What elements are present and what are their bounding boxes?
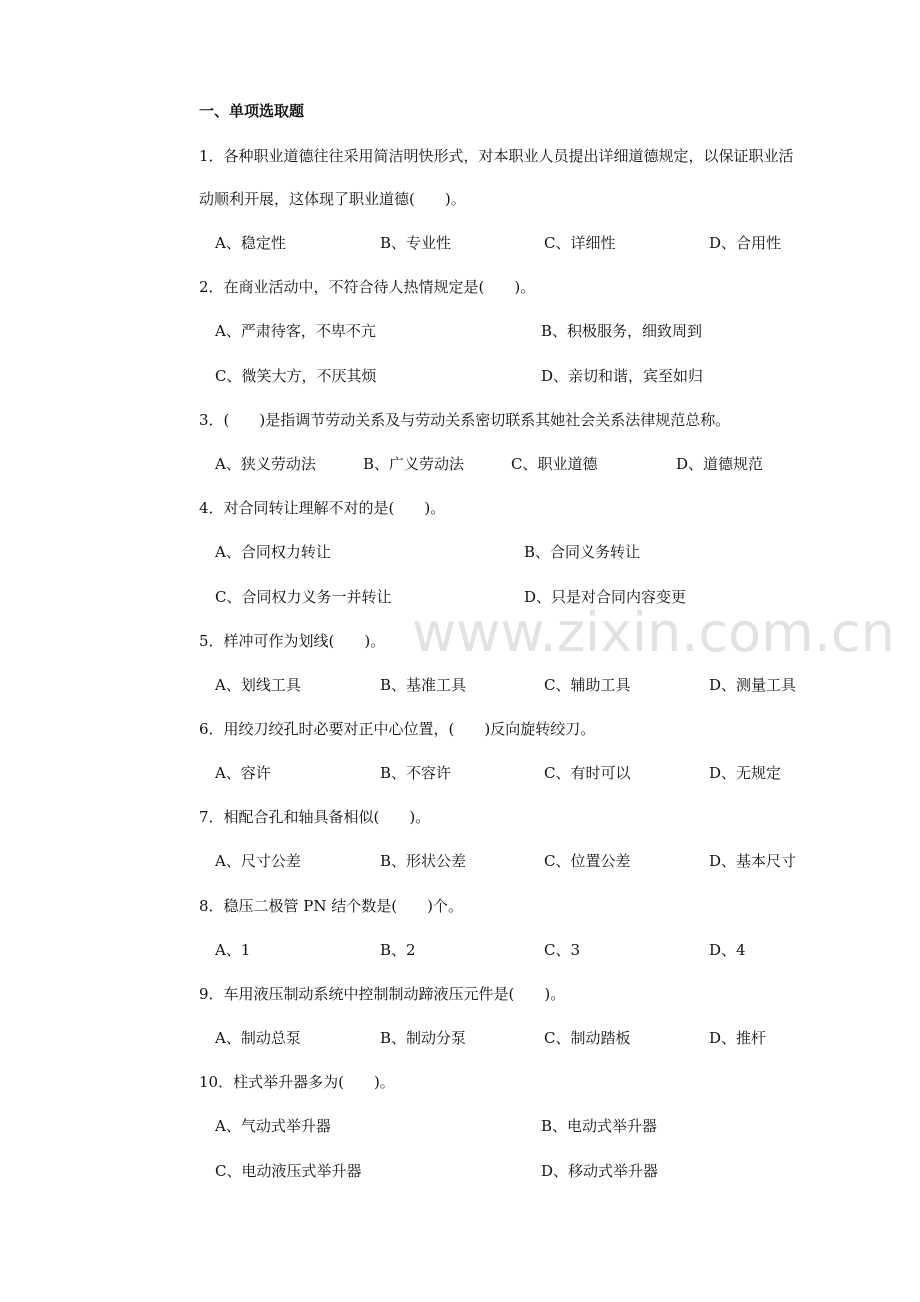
watermark-text: www.zixin.com.cn <box>412 601 895 664</box>
question-10-option-b: B、电动式举升器 <box>541 1117 658 1135</box>
question-2-option-d: D、亲切和谐，宾至如归 <box>541 367 704 385</box>
question-1-stem-line-1: 1．各种职业道德往往采用简洁明快形式，对本职业人员提出详细道德规定，以保证职业活 <box>199 147 794 165</box>
question-6-option-a: A、容许 <box>215 764 271 782</box>
question-8-option-b: B、2 <box>380 941 416 959</box>
question-7-option-b: B、形状公差 <box>380 852 467 870</box>
question-4-stem: 4．对合同转让理解不对的是( )。 <box>199 499 446 517</box>
question-2-stem: 2．在商业活动中，不符合待人热情规定是( )。 <box>199 278 536 296</box>
question-4-option-d: D、只是对合同内容变更 <box>524 588 687 606</box>
question-9-option-b: B、制动分泵 <box>380 1029 467 1047</box>
question-6-option-c: C、有时可以 <box>544 764 631 782</box>
question-5-option-d: D、测量工具 <box>709 676 797 694</box>
question-1-stem-line-2: 动顺利开展，这体现了职业道德( )。 <box>199 190 466 208</box>
question-3-option-a: A、狭义劳动法 <box>215 455 316 473</box>
question-5-stem: 5．样冲可作为划线( )。 <box>199 632 386 650</box>
question-1-option-a: A、稳定性 <box>215 234 286 252</box>
question-7-option-d: D、基本尺寸 <box>709 852 797 870</box>
question-10-option-c: C、电动液压式举升器 <box>215 1162 362 1180</box>
question-5-option-a: A、划线工具 <box>215 676 301 694</box>
question-3-stem: 3．( )是指调节劳动关系及与劳动关系密切联系其她社会关系法律规范总称。 <box>199 411 731 429</box>
question-7-option-a: A、尺寸公差 <box>215 852 301 870</box>
question-3-option-c: C、职业道德 <box>511 455 598 473</box>
section-title: 一、单项选取题 <box>199 102 305 120</box>
question-4-option-c: C、合同权力义务一并转让 <box>215 588 392 606</box>
question-6-stem: 6．用绞刀绞孔时必要对正中心位置，( )反向旋转绞刀。 <box>199 720 596 738</box>
question-2-option-c: C、微笑大方，不厌其烦 <box>215 367 377 385</box>
question-10-stem: 10．柱式举升器多为( )。 <box>199 1073 395 1091</box>
question-6-option-d: D、无规定 <box>709 764 782 782</box>
question-10-option-a: A、气动式举升器 <box>215 1117 331 1135</box>
question-5-option-c: C、辅助工具 <box>544 676 631 694</box>
question-10-option-d: D、移动式举升器 <box>541 1162 659 1180</box>
question-3-option-b: B、广义劳动法 <box>363 455 465 473</box>
question-5-option-b: B、基准工具 <box>380 676 467 694</box>
question-9-stem: 9．车用液压制动系统中控制制动蹄液压元件是( )。 <box>199 985 566 1003</box>
question-1-option-b: B、专业性 <box>380 234 452 252</box>
question-9-option-c: C、制动踏板 <box>544 1029 631 1047</box>
question-9-option-a: A、制动总泵 <box>215 1029 301 1047</box>
question-2-option-b: B、积极服务，细致周到 <box>541 322 703 340</box>
question-4-option-a: A、合同权力转让 <box>215 543 331 561</box>
question-8-option-c: C、3 <box>544 941 581 959</box>
question-1-option-c: C、详细性 <box>544 234 616 252</box>
question-2-option-a: A、严肃待客，不卑不亢 <box>215 322 376 340</box>
question-1-option-d: D、合用性 <box>709 234 782 252</box>
question-3-option-d: D、道德规范 <box>676 455 764 473</box>
question-9-option-d: D、推杆 <box>709 1029 767 1047</box>
question-6-option-b: B、不容许 <box>380 764 452 782</box>
question-7-stem: 7．相配合孔和轴具备相似( )。 <box>199 808 431 826</box>
question-8-option-a: A、1 <box>215 941 251 959</box>
question-8-option-d: D、4 <box>709 941 746 959</box>
question-4-option-b: B、合同义务转让 <box>524 543 641 561</box>
question-7-option-c: C、位置公差 <box>544 852 631 870</box>
question-8-stem: 8．稳压二极管 PN 结个数是( )个。 <box>199 897 464 915</box>
